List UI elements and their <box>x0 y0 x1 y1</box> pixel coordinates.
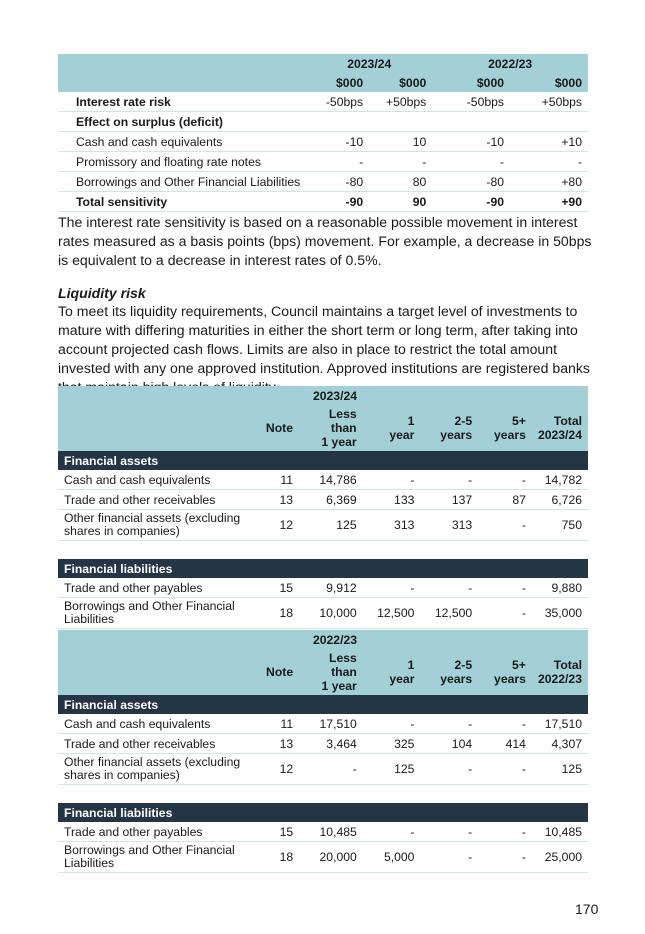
cell: 14,782 <box>532 470 588 490</box>
cell: - <box>420 714 478 734</box>
note-header: Note <box>255 649 299 695</box>
row-label: Other financial assets (excluding shares in companies) <box>58 510 255 541</box>
row-label: Total sensitivity <box>58 192 306 212</box>
2-5-years-header: 2-5 years <box>420 405 478 451</box>
table-row <box>58 490 588 510</box>
note-cell: 15 <box>255 822 299 842</box>
row-label: Trade and other payables <box>58 578 255 598</box>
cell: 12,500 <box>420 598 478 629</box>
column-header-row <box>58 649 588 695</box>
cell: - <box>510 152 588 172</box>
cell: - <box>363 470 421 490</box>
note-cell: 12 <box>255 754 299 785</box>
note-cell: 15 <box>255 578 299 598</box>
1-year-header: 1 year <box>363 405 421 451</box>
cell: 12,500 <box>363 598 421 629</box>
page-number: 170 <box>575 901 599 917</box>
row-label: Cash and cash equivalents <box>58 132 306 152</box>
less-than-1-year-header: Less than 1 year <box>299 405 363 451</box>
cell: 20,000 <box>299 842 363 873</box>
note-cell: 13 <box>255 490 299 510</box>
row-label: Effect on surplus (deficit) <box>58 112 306 132</box>
cell: -10 <box>432 132 510 152</box>
cell: -10 <box>306 132 369 152</box>
cell: -50bps <box>432 92 510 112</box>
liquidity-risk-heading: Liquidity risk <box>58 285 146 301</box>
cell: 125 <box>363 754 421 785</box>
table-row <box>58 470 588 490</box>
less-than-1-year-header: Less than 1 year <box>299 649 363 695</box>
cell: 125 <box>532 754 588 785</box>
cell: -80 <box>432 172 510 192</box>
maturity-table-2023-24 <box>58 386 588 629</box>
column-header-row <box>58 405 588 451</box>
cell: - <box>478 754 532 785</box>
cell: 750 <box>532 510 588 541</box>
note-header: Note <box>255 405 299 451</box>
maturity-table-2022-23 <box>58 630 588 873</box>
cell: - <box>478 714 532 734</box>
cell: - <box>432 152 510 172</box>
cell: 25,000 <box>532 842 588 873</box>
interest-rate-sensitivity-table <box>58 54 588 212</box>
cell: - <box>478 822 532 842</box>
note-cell: 11 <box>255 470 299 490</box>
section-header-financial-assets: Financial assets <box>58 695 588 714</box>
unit-header-row <box>58 73 588 92</box>
table-row <box>58 172 588 192</box>
cell: -80 <box>306 172 369 192</box>
2-5-years-header: 2-5 years <box>420 649 478 695</box>
table-row <box>58 92 588 112</box>
row-label: Cash and cash equivalents <box>58 470 255 490</box>
row-label: Borrowings and Other Financial Liabilities <box>58 598 255 629</box>
section-header-financial-liabilities: Financial liabilities <box>58 803 588 822</box>
note-cell: 18 <box>255 598 299 629</box>
cell: - <box>369 152 432 172</box>
cell: - <box>363 822 421 842</box>
cell: 35,000 <box>532 598 588 629</box>
year-header: 2022/23 <box>432 54 588 73</box>
cell: 17,510 <box>299 714 363 734</box>
cell: 5,000 <box>363 842 421 873</box>
note-cell: 18 <box>255 842 299 873</box>
cell: - <box>420 754 478 785</box>
table-year: 2022/23 <box>58 630 588 649</box>
table-row <box>58 734 588 754</box>
row-label: Cash and cash equivalents <box>58 714 255 734</box>
row-label: Trade and other payables <box>58 822 255 842</box>
5-plus-years-header: 5+ years <box>478 405 532 451</box>
cell: 6,369 <box>299 490 363 510</box>
row-label: Interest rate risk <box>58 92 306 112</box>
cell: 313 <box>420 510 478 541</box>
cell: - <box>363 578 421 598</box>
cell: 80 <box>369 172 432 192</box>
cell: -90 <box>306 192 369 212</box>
cell: - <box>420 842 478 873</box>
year-header-row <box>58 54 588 73</box>
cell: - <box>420 578 478 598</box>
5-plus-years-header: 5+ years <box>478 649 532 695</box>
cell: -90 <box>432 192 510 212</box>
row-label: Borrowings and Other Financial Liabilities <box>58 842 255 873</box>
table-row <box>58 132 588 152</box>
cell: +10 <box>510 132 588 152</box>
cell: +50bps <box>510 92 588 112</box>
total-header: Total 2023/24 <box>532 405 588 451</box>
year-header: 2023/24 <box>306 54 432 73</box>
cell: 14,786 <box>299 470 363 490</box>
cell: - <box>420 822 478 842</box>
table-row <box>58 754 588 785</box>
cell: - <box>478 842 532 873</box>
section-header-financial-assets: Financial assets <box>58 451 588 470</box>
cell: 3,464 <box>299 734 363 754</box>
section-header-financial-liabilities: Financial liabilities <box>58 559 588 578</box>
total-header: Total 2022/23 <box>532 649 588 695</box>
unit-header: $000 <box>369 73 432 92</box>
liquidity-paragraph: To meet its liquidity requirements, Council maintains a target level of investments to mature with differing maturities in either the short term or long term, after taking into account projected cash flows. Limits are also in place to restrict the total amount invested with any one approved institution. Approved institutions are registered banks <box>58 303 590 376</box>
row-label: Promissory and floating rate notes <box>58 152 306 172</box>
cell: 10,485 <box>532 822 588 842</box>
row-label: Borrowings and Other Financial Liabilities <box>58 172 306 192</box>
cell: 10,485 <box>299 822 363 842</box>
cell: 87 <box>478 490 532 510</box>
cell: +90 <box>510 192 588 212</box>
cell: - <box>478 578 532 598</box>
table-row <box>58 822 588 842</box>
cell: - <box>420 470 478 490</box>
cell: - <box>478 598 532 629</box>
cell: 6,726 <box>532 490 588 510</box>
row-label: Other financial assets (excluding shares in companies) <box>58 754 255 785</box>
note-cell: 12 <box>255 510 299 541</box>
table-row <box>58 510 588 541</box>
cell: 325 <box>363 734 421 754</box>
unit-header: $000 <box>432 73 510 92</box>
cell: 4,307 <box>532 734 588 754</box>
table-row <box>58 152 588 172</box>
cell: 9,880 <box>532 578 588 598</box>
cell: 125 <box>299 510 363 541</box>
cell: - <box>363 714 421 734</box>
note-cell: 13 <box>255 734 299 754</box>
table-row <box>58 714 588 734</box>
table-row <box>58 578 588 598</box>
cell: -50bps <box>306 92 369 112</box>
sensitivity-paragraph: The interest rate sensitivity is based on a reasonable possible movement in interest rates measured as a basis points (bps) movement. For example, a decrease in 50bps is equivalent to a decrease in interest rates of 0.5%. <box>58 214 592 268</box>
cell: - <box>299 754 363 785</box>
total-row <box>58 192 588 212</box>
cell: 133 <box>363 490 421 510</box>
note-cell: 11 <box>255 714 299 734</box>
table-year: 2023/24 <box>58 386 588 405</box>
cell: 17,510 <box>532 714 588 734</box>
cell: 9,912 <box>299 578 363 598</box>
row-label: Trade and other receivables <box>58 490 255 510</box>
cell: 90 <box>369 192 432 212</box>
cell: - <box>478 510 532 541</box>
cell: 313 <box>363 510 421 541</box>
cell: 137 <box>420 490 478 510</box>
cell: +80 <box>510 172 588 192</box>
cell: 10,000 <box>299 598 363 629</box>
table-row <box>58 112 588 132</box>
cell: - <box>306 152 369 172</box>
cell: 414 <box>478 734 532 754</box>
cell: 10 <box>369 132 432 152</box>
1-year-header: 1 year <box>363 649 421 695</box>
cell: - <box>478 470 532 490</box>
unit-header: $000 <box>306 73 369 92</box>
table-row <box>58 598 588 629</box>
row-label: Trade and other receivables <box>58 734 255 754</box>
cell: 104 <box>420 734 478 754</box>
table-row <box>58 842 588 873</box>
cell: +50bps <box>369 92 432 112</box>
unit-header: $000 <box>510 73 588 92</box>
